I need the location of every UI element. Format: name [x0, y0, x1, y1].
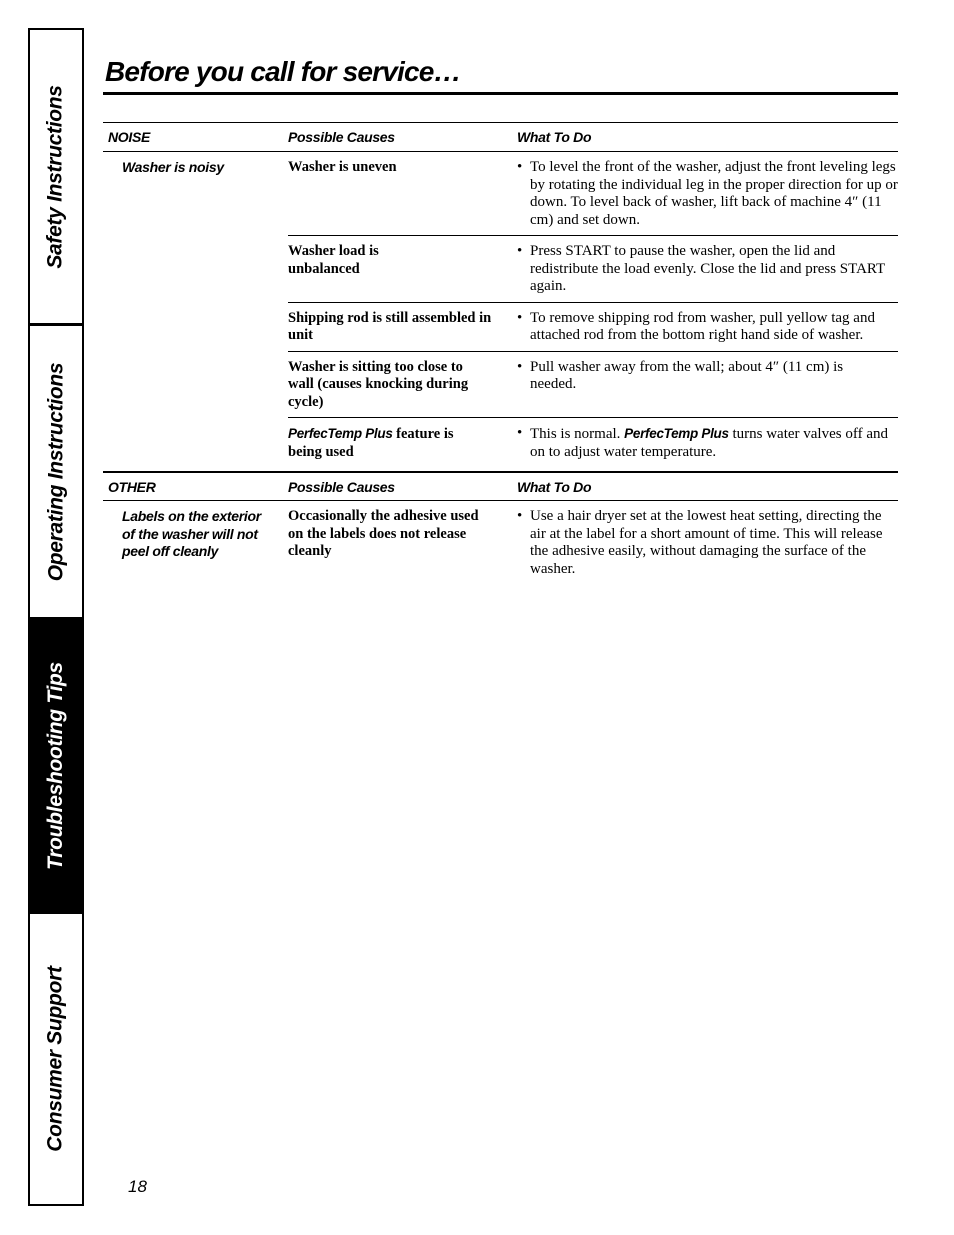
brand-name: PerfecTemp Plus	[624, 426, 729, 441]
bullet: •	[517, 243, 523, 259]
header-todo: What To Do	[517, 478, 592, 495]
cause-text: Occasionally the adhesive used on the labels does not release cleanly	[288, 508, 479, 559]
header-todo: What To Do	[517, 129, 592, 145]
todo-cell	[517, 159, 898, 229]
cause-text: Washer is sitting too close to wall (causes knocking during cycle)	[288, 358, 469, 410]
todo-text: To remove shipping rod from washer, pull yellow tag and attached rod from the bottom right hand side of washer.	[530, 309, 875, 343]
other-table	[103, 471, 898, 584]
todo-cell	[517, 508, 898, 578]
cause-text: Washer load is unbalanced	[288, 243, 379, 277]
brand-name: PerfecTemp Plus	[288, 426, 393, 441]
tab-label: Troubleshooting Tips	[44, 661, 68, 870]
tab-troubleshooting-tips[interactable]	[30, 617, 82, 914]
cause-rest: feature is being used	[288, 426, 454, 460]
table-row	[288, 236, 898, 303]
header-problem: OTHER	[108, 478, 156, 495]
tab-label: Consumer Support	[44, 966, 67, 1152]
todo-cell	[517, 243, 898, 296]
side-tab-strip	[28, 28, 84, 1206]
cause-text: Shipping rod is still assembled in unit	[288, 309, 492, 343]
todo-text	[530, 425, 898, 461]
table-body	[103, 152, 898, 501]
problem-label: Washer is noisy	[122, 159, 224, 175]
cause-text: Washer is uneven	[288, 159, 397, 175]
header-cause: Possible Causes	[288, 478, 395, 495]
todo-text: To level the front of the washer, adjust the front leveling legs by rotating the individual leg in the proper direction for up or down. To level back of washer, lift back of machine 4″ (11 cm) and set down.	[530, 159, 898, 228]
bullet: •	[517, 425, 523, 441]
cause-rows	[288, 152, 898, 501]
cause-rows	[288, 501, 898, 584]
table-body	[103, 501, 898, 584]
todo-text: Press START to pause the washer, open the lid and redistribute the load evenly. Close the lid and press START again.	[530, 243, 885, 294]
table-header	[103, 122, 898, 152]
table-row	[288, 501, 898, 584]
tab-label: Safety Instructions	[44, 84, 67, 269]
todo-cell	[517, 310, 898, 345]
title-rule	[103, 92, 898, 95]
todo-cell	[517, 425, 898, 461]
tab-operating-instructions[interactable]	[30, 323, 82, 617]
todo-text: Use a hair dryer set at the lowest heat setting, directing the air at the label for a short amount of time. This will release the adhesive easily, without damaging the surface of the washer.	[530, 508, 883, 577]
tab-safety-instructions[interactable]	[30, 30, 82, 323]
problem-label: Labels on the exterior of the washer will not peel off cleanly	[122, 508, 261, 559]
table-row	[288, 352, 898, 419]
header-cause: Possible Causes	[288, 129, 395, 145]
bullet: •	[517, 358, 523, 375]
header-problem: NOISE	[108, 129, 151, 145]
bullet: •	[517, 309, 523, 326]
todo-post: turns water valves off and on to adjust water temperature.	[530, 426, 888, 460]
table-row	[288, 152, 898, 236]
bullet: •	[517, 159, 523, 175]
todo-cell	[517, 359, 898, 412]
noise-table	[103, 122, 898, 501]
table-row	[288, 303, 898, 352]
cause-text	[288, 425, 517, 461]
todo-pre: This is normal.	[530, 426, 625, 442]
tab-label: Operating Instructions	[44, 362, 67, 581]
page-number: 18	[128, 1177, 147, 1196]
table-header	[103, 471, 898, 501]
bullet: •	[517, 508, 523, 524]
page-title: Before you call for service…	[105, 56, 461, 87]
tab-consumer-support[interactable]	[30, 914, 82, 1204]
todo-text: Pull washer away from the wall; about 4″ (11 cm) is needed.	[530, 358, 844, 392]
